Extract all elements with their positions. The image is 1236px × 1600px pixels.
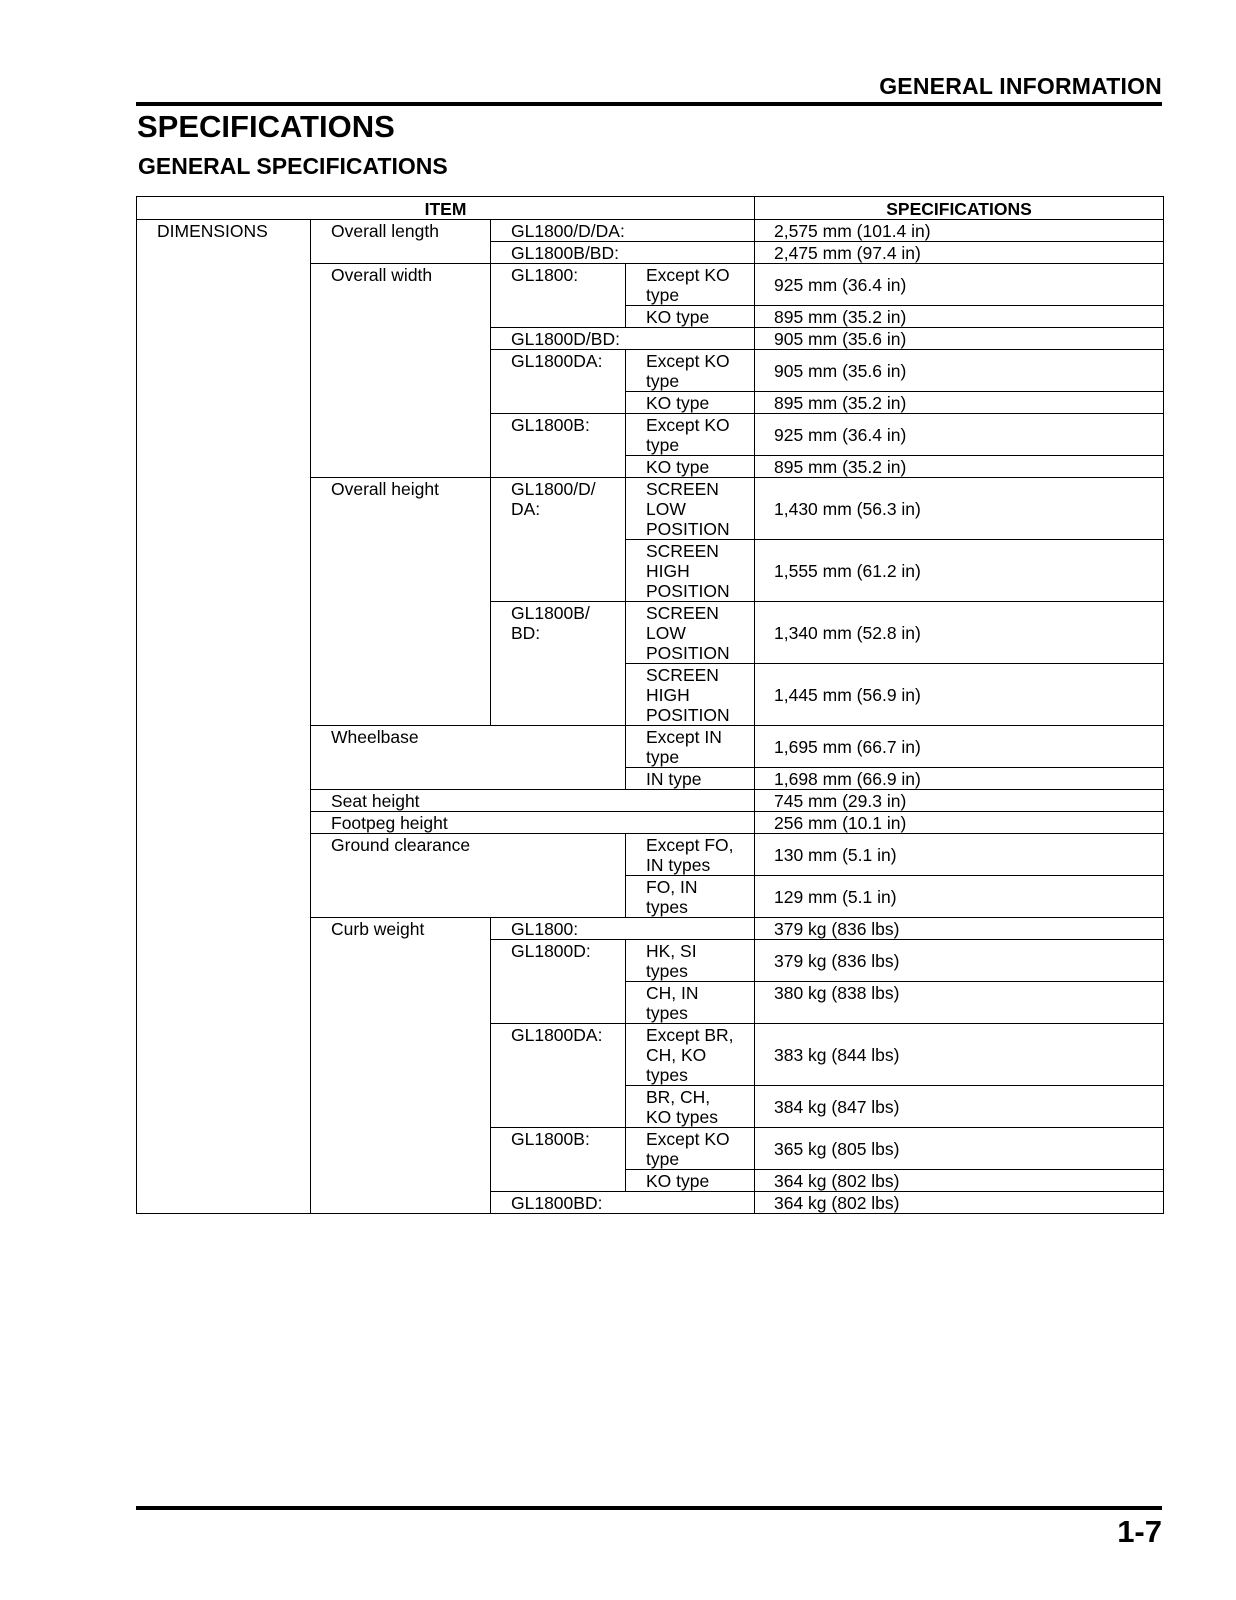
item-overall-width: Overall width xyxy=(311,264,491,478)
section-subtitle: GENERAL SPECIFICATIONS xyxy=(138,153,448,179)
model-cell: GL1800D: xyxy=(491,940,626,1024)
spec-value: 379 kg (836 lbs) xyxy=(755,940,1164,982)
type-cell: SCREEN LOW POSITION xyxy=(626,602,755,664)
spec-value: 256 mm (10.1 in) xyxy=(755,812,1164,834)
spec-value: 379 kg (836 lbs) xyxy=(755,918,1164,940)
type-cell: Except BR, CH, KO types xyxy=(626,1024,755,1086)
item-curb-weight: Curb weight xyxy=(311,918,491,1214)
spec-value: 905 mm (35.6 in) xyxy=(755,328,1164,350)
section-header: GENERAL INFORMATION xyxy=(879,73,1162,99)
model-cell: GL1800B/ BD: xyxy=(491,602,626,726)
spec-value: 384 kg (847 lbs) xyxy=(755,1086,1164,1128)
spec-value: 365 kg (805 lbs) xyxy=(755,1128,1164,1170)
spec-value: 895 mm (35.2 in) xyxy=(755,392,1164,414)
type-cell: KO type xyxy=(626,306,755,328)
spec-value: 383 kg (844 lbs) xyxy=(755,1024,1164,1086)
column-header-item: ITEM xyxy=(137,197,755,220)
type-cell: SCREEN LOW POSITION xyxy=(626,478,755,540)
type-cell: Except KO type xyxy=(626,264,755,306)
spec-value: 129 mm (5.1 in) xyxy=(755,876,1164,918)
type-cell: KO type xyxy=(626,1170,755,1192)
spec-value: 1,698 mm (66.9 in) xyxy=(755,768,1164,790)
type-cell: IN type xyxy=(626,768,755,790)
model-cell: GL1800BD: xyxy=(491,1192,755,1214)
column-header-specifications: SPECIFICATIONS xyxy=(755,197,1164,220)
type-cell: CH, IN types xyxy=(626,982,755,1024)
spec-value: 1,695 mm (66.7 in) xyxy=(755,726,1164,768)
spec-value: 1,445 mm (56.9 in) xyxy=(755,664,1164,726)
spec-value: 745 mm (29.3 in) xyxy=(755,790,1164,812)
type-cell: Except KO type xyxy=(626,350,755,392)
model-cell: GL1800D/BD: xyxy=(491,328,755,350)
spec-value: 905 mm (35.6 in) xyxy=(755,350,1164,392)
header-rule xyxy=(136,102,1162,106)
type-cell: SCREEN HIGH POSITION xyxy=(626,540,755,602)
model-cell: GL1800B/BD: xyxy=(491,242,755,264)
page-number: 1-7 xyxy=(1117,1514,1162,1549)
table-header-row xyxy=(137,197,1164,220)
spec-value: 925 mm (36.4 in) xyxy=(755,414,1164,456)
type-cell: Except IN type xyxy=(626,726,755,768)
model-cell: GL1800/D/ DA: xyxy=(491,478,626,602)
item-overall-length: Overall length xyxy=(311,220,491,264)
type-cell: Except KO type xyxy=(626,1128,755,1170)
spec-value: 364 kg (802 lbs) xyxy=(755,1170,1164,1192)
type-cell: Except FO, IN types xyxy=(626,834,755,876)
spec-value: 895 mm (35.2 in) xyxy=(755,306,1164,328)
spec-value: 2,575 mm (101.4 in) xyxy=(755,220,1164,242)
type-cell: HK, SI types xyxy=(626,940,755,982)
item-seat-height: Seat height xyxy=(311,790,755,812)
item-overall-height: Overall height xyxy=(311,478,491,726)
item-ground-clearance: Ground clearance xyxy=(311,834,626,918)
model-cell: GL1800: xyxy=(491,264,626,328)
item-wheelbase: Wheelbase xyxy=(311,726,626,790)
spec-value: 1,430 mm (56.3 in) xyxy=(755,478,1164,540)
footer-rule xyxy=(136,1506,1162,1510)
model-cell: GL1800DA: xyxy=(491,350,626,414)
model-cell: GL1800B: xyxy=(491,1128,626,1192)
spec-value: 925 mm (36.4 in) xyxy=(755,264,1164,306)
model-cell: GL1800: xyxy=(491,918,755,940)
type-cell: KO type xyxy=(626,456,755,478)
type-cell: KO type xyxy=(626,392,755,414)
spec-value: 130 mm (5.1 in) xyxy=(755,834,1164,876)
type-cell: BR, CH, KO types xyxy=(626,1086,755,1128)
table-row xyxy=(137,220,1164,242)
model-cell: GL1800B: xyxy=(491,414,626,478)
item-footpeg-height: Footpeg height xyxy=(311,812,755,834)
specifications-table xyxy=(136,196,1164,1214)
type-cell: FO, IN types xyxy=(626,876,755,918)
type-cell: SCREEN HIGH POSITION xyxy=(626,664,755,726)
category-dimensions: DIMENSIONS xyxy=(137,220,311,1214)
model-cell: GL1800/D/DA: xyxy=(491,220,755,242)
spec-value: 380 kg (838 lbs) xyxy=(755,982,1164,1024)
model-cell: GL1800DA: xyxy=(491,1024,626,1128)
spec-value: 2,475 mm (97.4 in) xyxy=(755,242,1164,264)
type-cell: Except KO type xyxy=(626,414,755,456)
spec-value: 895 mm (35.2 in) xyxy=(755,456,1164,478)
spec-value: 364 kg (802 lbs) xyxy=(755,1192,1164,1214)
page-title: SPECIFICATIONS xyxy=(137,109,395,144)
spec-value: 1,555 mm (61.2 in) xyxy=(755,540,1164,602)
spec-value: 1,340 mm (52.8 in) xyxy=(755,602,1164,664)
